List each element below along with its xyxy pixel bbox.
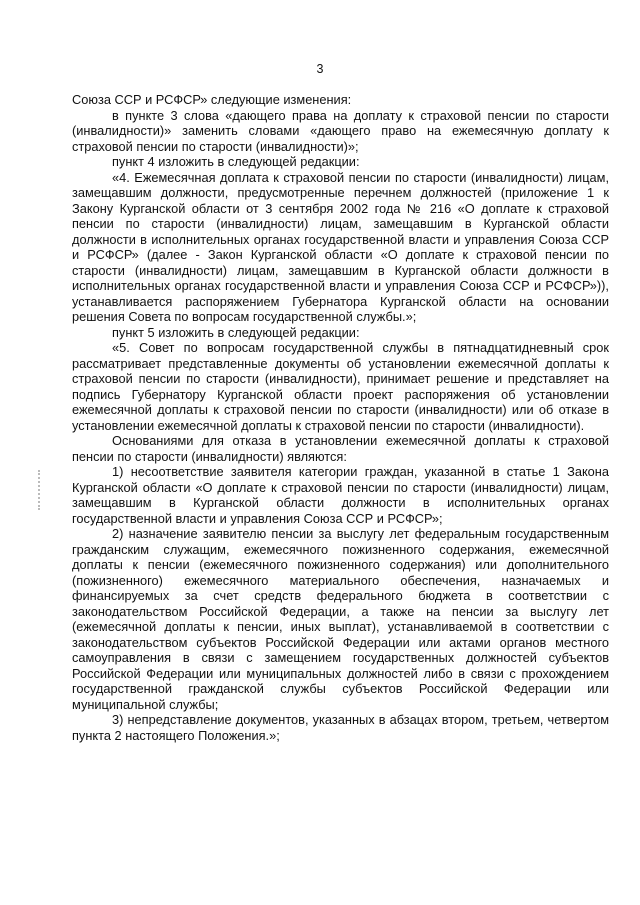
paragraph-item-4-text: «4. Ежемесячная доплата к страховой пенсии по старости (инвалидности) лицам, замещавшим должности, предусмотренные перечнем должностей (приложение 1 к Закону Курганской области от 3 сентября 2002 года № 216 «О доплате к страховой пенсии по старости (инвалидности) лицам, замещавшим в Курганской области должности в исполнительных органах государственной власти и управления Союза ССР и РСФСР» (далее - Закон Курганской области «О доплате к страховой пенсии по старости (инвалидности) лицам, замещавшим в Курганской области должности в исполнительных органах государственной власти и управления Союза ССР и РСФСР»)), устанавливается распоряжением Губернатора Курганской области на основании решения Совета по вопросам государственной службы.»; — [72, 169, 609, 324]
paragraph-item-5-text: «5. Совет по вопросам государственной службы в пятнадцатидневный срок рассматривает представленные документы об установлении ежемесячной доплаты к страховой пенсии по старости (инвалидности), принимает решение и представляет на подпись Губернатору Курганской области проект распоряжения об установлении ежемесячной доплаты к страховой пенсии по старости (инвалидности) или об отказе в установлении ежемесячной доплаты к страховой пенсии по старости (инвалидности). — [72, 340, 609, 433]
paragraph-item-3-change: в пункте 3 слова «дающего права на доплату к страховой пенсии по старости (инвалидности)» заменить словами «дающего право на ежемесячную доплату к страховой пенсии по старости (инвалидности)»; — [72, 107, 609, 154]
paragraph-ground-1: 1) несоответствие заявителя категории граждан, указанной в статье 1 Закона Курганской области «О доплате к страховой пенсии по старости (инвалидности) лицам, замещавшим в Курганской области должности в исполнительных органах государственной власти и управления Союза ССР и РСФСР»; — [72, 464, 609, 526]
paragraph-ground-3: 3) непредставление документов, указанных в абзацах втором, третьем, четвертом пункта 2 настоящего Положения.»; — [72, 712, 609, 743]
paragraph-refusal-grounds: Основаниями для отказа в установлении ежемесячной доплаты к страховой пенсии по старости (инвалидности) являются: — [72, 433, 609, 464]
paragraph-item-5-heading: пункт 5 изложить в следующей редакции: — [112, 324, 360, 340]
margin-mark — [38, 470, 42, 510]
page-number: 3 — [316, 62, 324, 76]
document-body — [72, 92, 609, 743]
paragraph-item-4-heading: пункт 4 изложить в следующей редакции: — [112, 154, 360, 169]
paragraph-intro: Союза ССР и РСФСР» следующие изменения: — [72, 92, 352, 107]
paragraph-ground-2: 2) назначение заявителю пенсии за выслугу лет федеральным государственным гражданским служащим, ежемесячного пожизненного содержания, ежемесячной доплаты к пенсии (ежемесячного пожизненного содержания) или дополнительного (пожизненного) ежемесячного материального обеспечения, назначаемых и финансируемых за счет средств федерального бюджета в соответствии с законодательством Российской Федерации, а также на пенсии за выслугу лет (ежемесячной доплаты к пенсии, иных выплат), устанавливаемой в соответствии с законодательством субъектов Российской Федерации или актами органов местного самоуправления в связи с замещением государственных должностей субъектов Российской Федерации или муниципальных должностей либо в связи с прохождением государственной гражданской службы субъектов Российской Федерации или муниципальной службы; — [72, 526, 609, 712]
